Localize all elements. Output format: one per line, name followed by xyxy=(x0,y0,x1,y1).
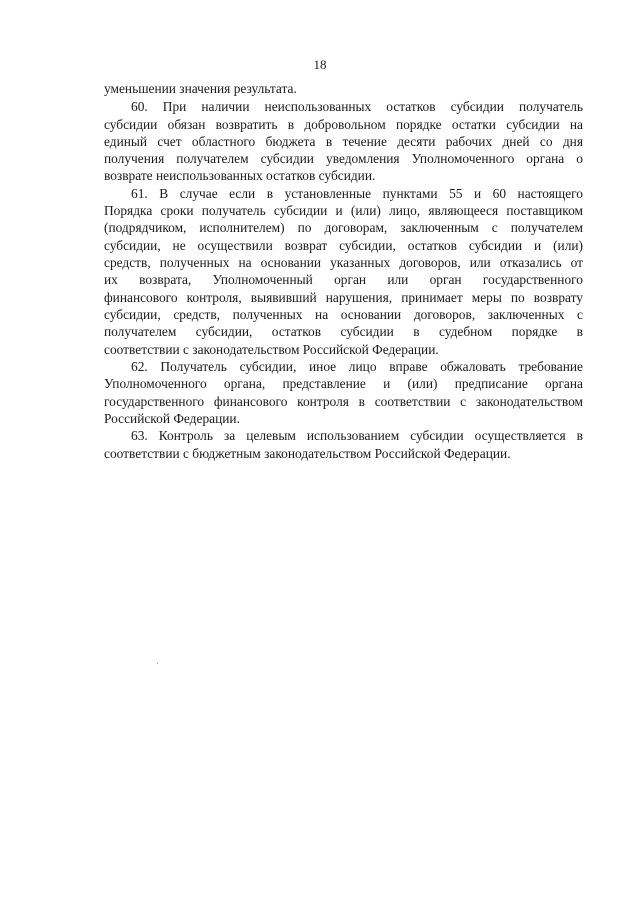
text-line: средств, полученных на основании указанных договоров, или отказались от xyxy=(104,255,583,270)
text-line: соответствии с бюджетным законодательством Российской Федерации. xyxy=(104,446,511,461)
text-line: уменьшении значения результата. xyxy=(104,81,297,96)
text-line: возврате неиспользованных остатков субсидии. xyxy=(104,168,376,183)
text-line: 61. В случае если в установленные пунктами 55 и 60 настоящего xyxy=(131,186,583,201)
text-line: субсидии обязан возвратить в добровольном порядке остатки субсидии на xyxy=(104,117,583,132)
text-line: единый счет областного бюджета в течение десяти рабочих дней со дня xyxy=(104,134,583,149)
text-line: Российской Федерации. xyxy=(104,411,240,426)
page-number: 18 xyxy=(313,57,327,72)
text-line: субсидии, не осуществили возврат субсидии, остатков субсидии и (или) xyxy=(104,238,583,253)
text-line: соответствии с законодательством Российской Федерации. xyxy=(104,342,439,357)
text-line: получателем субсидии, остатков субсидии в судебном порядке в xyxy=(104,324,583,339)
text-line: 62. Получатель субсидии, иное лицо вправе обжаловать требование xyxy=(131,359,583,374)
text-line: 60. При наличии неиспользованных остатков субсидии получатель xyxy=(131,99,583,114)
text-line: государственного финансового контроля в соответствии с законодательством xyxy=(104,394,583,409)
scan-speck xyxy=(157,663,158,664)
text-line: субсидии, средств, полученных на основании договоров, заключенных с xyxy=(104,307,583,322)
text-line: (подрядчиком, исполнителем) по договорам, заключенным с получателем xyxy=(104,220,583,235)
text-line: Порядка сроки получатель субсидии и (или) лицо, являющееся поставщиком xyxy=(104,203,583,218)
text-line: финансового контроля, выявивший нарушения, принимает меры по возврату xyxy=(104,290,583,305)
text-line: получения получателем субсидии уведомления Уполномоченного органа о xyxy=(104,151,583,166)
text-line: 63. Контроль за целевым использованием субсидии осуществляется в xyxy=(131,428,583,443)
text-line: их возврата, Уполномоченный орган или орган государственного xyxy=(104,272,583,287)
text-line: Уполномоченного органа, представление и (или) предписание органа xyxy=(104,376,583,391)
